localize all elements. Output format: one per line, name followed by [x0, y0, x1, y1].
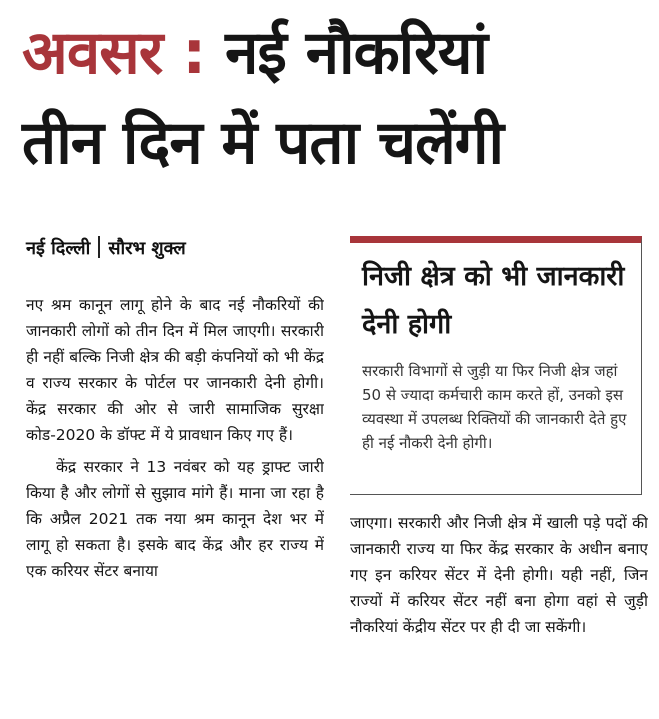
sidebar-box	[350, 236, 642, 495]
dateline-separator	[98, 236, 100, 258]
headline-line1: नई नौकरियां	[225, 18, 488, 88]
article-paragraph-3: जाएगा। सरकारी और निजी क्षेत्र में खाली पड़े पदों की जानकारी राज्य या फिर केंद्र सरकार के अधीन बनाए गए इन करियर सेंटर में देनी होगी। यही नहीं, जिन राज्यों में करियर सेंटर नहीं बना होगा वहां से जुड़ी नौकरियां केंद्रीय सेंटर पर ही दी जा सकेंगी।	[350, 514, 648, 636]
headline	[22, 8, 652, 188]
headline-line2: तीन दिन में पता चलेंगी	[22, 108, 504, 178]
article-body-right-column	[350, 510, 648, 717]
article-paragraph-2: केंद्र सरकार ने 13 नवंबर को यह ड्राफ्ट जारी किया है और लोगों से सुझाव मांगे हैं। माना जा रहा है कि अप्रैल 2021 तक नया श्रम कानून देश भर में लागू हो सकता है। इसके बाद केंद्र और हर राज्य में एक करियर सेंटर बनाया	[26, 458, 324, 580]
article-paragraph-1: नए श्रम कानून लागू होने के बाद नई नौकरियों की जानकारी लोगों को तीन दिन में मिल जाएगी। सरकारी ही नहीं बल्कि निजी क्षेत्र की बड़ी कंपनियों को भी केंद्र व राज्य सरकार के पोर्टल पर जानकारी देनी होगी। केंद्र सरकार की ओर से जारी सामाजिक सुरक्षा कोड-2020 के डॉफ्ट में ये प्रावधान किए गए हैं।	[26, 296, 324, 444]
sidebar-heading: निजी क्षेत्र को भी जानकारी देनी होगी	[362, 261, 625, 340]
dateline-author: सौरभ शुक्ल	[108, 238, 186, 259]
dateline	[26, 236, 186, 260]
article-body-left-column	[26, 292, 324, 717]
headline-kicker: अवसर :	[22, 18, 206, 88]
dateline-place: नई दिल्ली	[26, 238, 91, 259]
sidebar-text: सरकारी विभागों से जुड़ी या फिर निजी क्षेत्र जहां 50 से ज्यादा कर्मचारी काम करते हों, उनको इस व्यवस्था में उपलब्ध रिक्तियों की जानकारी देते हुए ही नई नौकरी देनी होगी।	[362, 362, 627, 452]
